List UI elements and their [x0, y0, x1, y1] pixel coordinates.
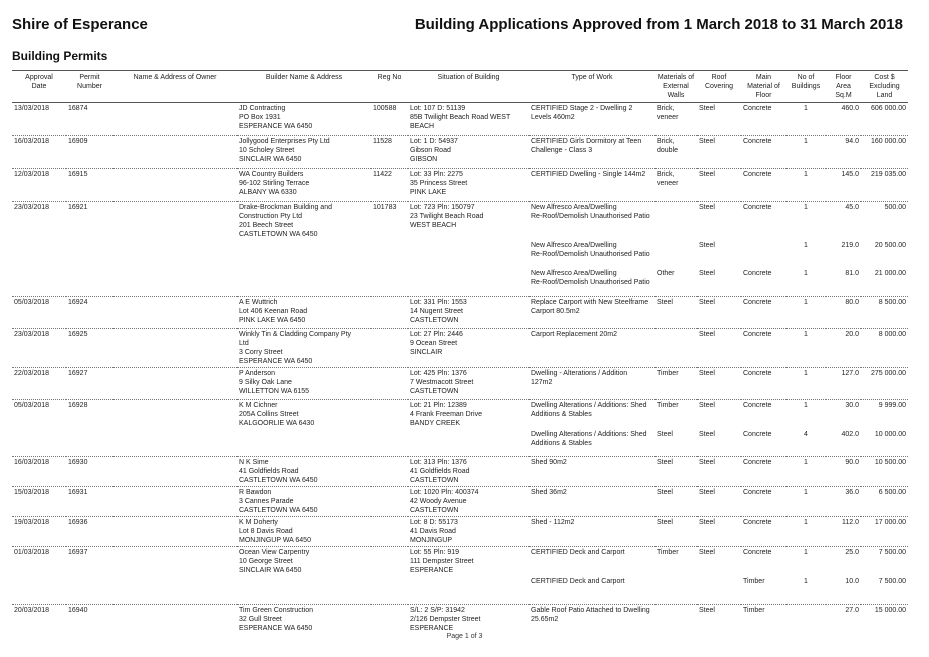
cell-no-buildings: 1	[786, 296, 826, 328]
cell-owner	[113, 457, 237, 487]
table-row	[12, 103, 908, 136]
cell-owner	[113, 547, 237, 577]
cell-no-buildings	[786, 604, 826, 636]
cell-reg-no	[371, 296, 408, 328]
cell-situation: Lot: 331 Pln: 1553 14 Nugent Street CASTLETOWN	[408, 296, 529, 328]
col-approval-date: Approval Date	[12, 71, 66, 103]
col-external-walls: Materials of External Walls	[655, 71, 697, 103]
cell-type-of-work: New Alfresco Area/Dwelling Re-Roof/Demolish Unauthorised Patio	[531, 270, 650, 286]
cell-external-walls: Steel	[657, 430, 673, 438]
cell-approval-date: 15/03/2018	[12, 487, 66, 517]
cell-cost: 160 000.00	[861, 136, 908, 169]
cell-floor-area: 80.0	[826, 296, 861, 328]
cell-floor-material: Concrete	[741, 103, 786, 136]
cell-permit-number: 16925	[66, 328, 113, 367]
cell-owner	[113, 296, 237, 328]
cell-floor-material: Concrete	[741, 487, 786, 517]
cell-external-walls: Timber	[655, 547, 697, 577]
cell-type-of-work: Shed 36m2	[529, 487, 655, 517]
cell-approval-date: 23/03/2018	[12, 328, 66, 367]
cell-no-buildings: 1	[786, 169, 826, 202]
table-row	[12, 517, 908, 547]
cell-no-buildings: 1	[786, 487, 826, 517]
cell-cost: 9 999.00	[861, 399, 908, 429]
col-cost: Cost $ Excluding Land	[861, 71, 908, 103]
cell-situation: Lot: 27 Pln: 2446 9 Ocean Street SINCLAIR	[408, 328, 529, 367]
col-floor-material: Main Material of Floor	[741, 71, 786, 103]
cell-cost: 500.00	[861, 202, 908, 241]
col-no-buildings: No of Buildings	[786, 71, 826, 103]
cell-situation: Lot: 8 D: 55173 41 Davis Road MONJINGUP	[408, 517, 529, 547]
cell-approval-date: 01/03/2018	[12, 547, 66, 577]
cell-builder: Ocean View Carpentry 10 George Street SINCLAIR WA 6450	[237, 547, 371, 577]
cell-floor-material: Concrete	[741, 202, 786, 241]
cell-floor-material: Concrete	[741, 169, 786, 202]
cell-floor-area: 219.0	[841, 242, 859, 249]
cell-external-walls	[655, 240, 697, 268]
cell-permit-number: 16909	[66, 136, 113, 169]
cell-builder: A E Wuttrich Lot 406 Keenan Road PINK LAKE WA 6450	[237, 296, 371, 328]
header-row	[12, 71, 908, 103]
cell-situation: Lot: 723 Pln: 150797 23 Twilight Beach Road WEST BEACH	[408, 202, 529, 241]
cell-roof-covering: Steel	[699, 242, 715, 249]
cell-roof-covering: Steel	[697, 328, 741, 367]
cell-cost: 10 500.00	[861, 457, 908, 487]
report-title: Building Applications Approved from 1 March 2018 to 31 March 2018	[414, 16, 903, 33]
cell-external-walls: Brick, veneer	[655, 103, 697, 136]
cell-cost: 219 035.00	[861, 169, 908, 202]
cell-situation	[408, 429, 529, 457]
col-owner: Name & Address of Owner	[113, 71, 237, 103]
cell-external-walls: Other	[657, 270, 675, 277]
cell-floor-material	[741, 240, 786, 268]
cell-situation: Lot: 1020 Pln: 400374 42 Woody Avenue CASTLETOWN	[408, 487, 529, 517]
col-builder: Builder Name & Address	[237, 71, 371, 103]
cell-owner	[113, 576, 237, 604]
cell-approval-date: 16/03/2018	[12, 136, 66, 169]
permits-table	[12, 70, 908, 636]
cell-type-of-work: Shed 90m2	[529, 457, 655, 487]
cell-floor-material: Concrete	[741, 517, 786, 547]
cell-reg-no	[371, 399, 408, 429]
cell-builder: Drake-Brockman Building and Construction Pty Ltd 201 Beech Street CASTLETOWN WA 6450	[237, 202, 371, 241]
cell-permit-number	[66, 429, 113, 457]
cell-builder: N K Sime 41 Goldfields Road CASTLETOWN WA 6450	[237, 457, 371, 487]
cell-roof-covering: Steel	[697, 399, 741, 429]
cell-external-walls: Timber	[655, 399, 697, 429]
cell-permit-number: 16931	[66, 487, 113, 517]
cell-cost: 6 500.00	[861, 487, 908, 517]
cell-reg-no: 11422	[371, 169, 408, 202]
cell-situation: Lot: 1 D: 54937 Gibson Road GIBSON	[408, 136, 529, 169]
cell-floor-material: Concrete	[743, 430, 772, 438]
cell-floor-area: 81.0	[845, 270, 859, 277]
cell-owner	[113, 517, 237, 547]
cell-floor-area: 27.0	[826, 604, 861, 636]
cell-builder: R Bawdon 3 Cannes Parade CASTLETOWN WA 6450	[237, 487, 371, 517]
cell-roof-covering: Steel	[699, 270, 715, 277]
cell-reg-no: 11528	[371, 136, 408, 169]
cell-no-buildings: 1	[804, 242, 808, 249]
table-row	[12, 547, 908, 577]
cell-cost: 10 000.00	[874, 430, 906, 438]
cell-external-walls	[655, 202, 697, 241]
cell-type-of-work: Shed - 112m2	[529, 517, 655, 547]
cell-no-buildings: 1	[786, 399, 826, 429]
table-row	[12, 268, 908, 296]
cell-type-of-work: Dwelling Alterations / Additions: Shed Additions & Stables	[531, 430, 647, 447]
cell-floor-area: 112.0	[826, 517, 861, 547]
cell-reg-no: 101783	[371, 202, 408, 241]
cell-owner	[113, 240, 237, 268]
cell-approval-date	[12, 240, 66, 268]
cell-floor-material: Concrete	[741, 399, 786, 429]
cell-approval-date: 23/03/2018	[12, 202, 66, 241]
cell-permit-number	[66, 240, 113, 268]
cell-permit-number: 16940	[66, 604, 113, 636]
cell-type-of-work: New Alfresco Area/Dwelling Re-Roof/Demolish Unauthorised Patio	[531, 242, 650, 258]
cell-approval-date: 05/03/2018	[12, 296, 66, 328]
cell-builder	[237, 576, 371, 604]
cell-permit-number: 16936	[66, 517, 113, 547]
cell-approval-date: 05/03/2018	[12, 399, 66, 429]
cell-cost: 20 500.00	[874, 242, 906, 249]
cell-floor-area: 36.0	[826, 487, 861, 517]
cell-roof-covering: Steel	[697, 169, 741, 202]
table-row	[12, 457, 908, 487]
cell-approval-date: 19/03/2018	[12, 517, 66, 547]
table-row	[12, 328, 908, 367]
cell-no-buildings: 1	[804, 578, 808, 585]
cell-builder: Jollygood Enterprises Pty Ltd 10 Scholey Street SINCLAIR WA 6450	[237, 136, 371, 169]
cell-floor-material: Concrete	[741, 547, 786, 577]
cell-no-buildings: 1	[786, 517, 826, 547]
cell-type-of-work: CERTIFIED Deck and Carport	[529, 547, 655, 577]
cell-reg-no	[371, 547, 408, 577]
cell-approval-date: 16/03/2018	[12, 457, 66, 487]
cell-roof-covering: Steel	[697, 202, 741, 241]
cell-roof-covering: Steel	[697, 296, 741, 328]
cell-type-of-work: Dwelling Alterations / Additions: Shed Additions & Stables	[529, 399, 655, 429]
cell-roof-covering: Steel	[697, 604, 741, 636]
cell-reg-no	[371, 576, 408, 604]
cell-cost: 7 500.00	[861, 547, 908, 577]
table-row	[12, 136, 908, 169]
cell-builder: WA Country Builders 96-102 Stirling Terrace ALBANY WA 6330	[237, 169, 371, 202]
cell-permit-number: 16937	[66, 547, 113, 577]
cell-permit-number	[66, 268, 113, 296]
cell-permit-number: 16928	[66, 399, 113, 429]
cell-owner	[113, 103, 237, 136]
cell-cost: 17 000.00	[861, 517, 908, 547]
cell-situation: S/L: 2 S/P: 31942 2/126 Dempster Street ESPERANCE	[408, 604, 529, 636]
cell-roof-covering: Steel	[697, 517, 741, 547]
cell-type-of-work: Gable Roof Patio Attached to Dwelling 25.65m2	[529, 604, 655, 636]
cell-floor-material: Concrete	[741, 367, 786, 399]
cell-external-walls: Steel	[655, 517, 697, 547]
col-type-of-work: Type of Work	[529, 71, 655, 103]
cell-roof-covering: Steel	[697, 103, 741, 136]
table-row	[12, 399, 908, 429]
cell-floor-area: 127.0	[826, 367, 861, 399]
cell-roof-covering: Steel	[697, 487, 741, 517]
cell-situation: Lot: 55 Pln: 919 111 Dempster Street ESPERANCE	[408, 547, 529, 577]
cell-external-walls: Brick, veneer	[655, 169, 697, 202]
cell-builder: JD Contracting PO Box 1931 ESPERANCE WA 6450	[237, 103, 371, 136]
table-row	[12, 367, 908, 399]
cell-situation	[408, 240, 529, 268]
table-row	[12, 296, 908, 328]
cell-cost: 606 000.00	[861, 103, 908, 136]
cell-type-of-work: CERTIFIED Dwelling - Single 144m2	[529, 169, 655, 202]
cell-floor-material: Timber	[741, 604, 786, 636]
cell-reg-no	[371, 367, 408, 399]
cell-owner	[113, 604, 237, 636]
cell-roof-covering: Steel	[697, 367, 741, 399]
cell-type-of-work: Carport Replacement 20m2	[529, 328, 655, 367]
cell-situation: Lot: 21 Pln: 12389 4 Frank Freeman Drive BANDY CREEK	[408, 399, 529, 429]
cell-roof-covering: Steel	[697, 457, 741, 487]
col-reg-no: Reg No	[371, 71, 408, 103]
cell-roof-covering: Steel	[697, 136, 741, 169]
cell-owner	[113, 136, 237, 169]
cell-owner	[113, 202, 237, 241]
cell-no-buildings: 1	[786, 547, 826, 577]
cell-builder: K M Cichner 205A Collins Street KALGOORLIE WA 6430	[237, 399, 371, 429]
shire-name: Shire of Esperance	[12, 16, 148, 33]
cell-builder	[237, 268, 371, 296]
cell-situation	[408, 268, 529, 296]
cell-external-walls: Steel	[655, 296, 697, 328]
cell-builder: Winkly Tin & Cladding Company Pty Ltd 3 Corry Street ESPERANCE WA 6450	[237, 328, 371, 367]
cell-type-of-work: CERTIFIED Stage 2 - Dwelling 2 Levels 460m2	[529, 103, 655, 136]
cell-floor-area: 45.0	[826, 202, 861, 241]
cell-floor-material: Concrete	[741, 457, 786, 487]
cell-roof-covering	[697, 576, 741, 604]
cell-builder: K M Doherty Lot 8 Davis Road MONJINGUP WA 6450	[237, 517, 371, 547]
cell-builder	[237, 429, 371, 457]
col-situation: Situation of Building	[408, 71, 529, 103]
cell-external-walls: Brick, double	[655, 136, 697, 169]
cell-permit-number: 16921	[66, 202, 113, 241]
cell-owner	[113, 367, 237, 399]
cell-builder: Tim Green Construction 32 Gull Street ESPERANCE WA 6450	[237, 604, 371, 636]
cell-external-walls: Steel	[655, 457, 697, 487]
cell-roof-covering: Steel	[697, 547, 741, 577]
cell-permit-number: 16927	[66, 367, 113, 399]
cell-reg-no	[371, 517, 408, 547]
cell-reg-no	[371, 604, 408, 636]
cell-approval-date	[12, 268, 66, 296]
cell-type-of-work: CERTIFIED Girls Dormitory at Teen Challenge - Class 3	[529, 136, 655, 169]
section-title: Building Permits	[12, 49, 108, 63]
cell-owner	[113, 429, 237, 457]
cell-floor-area: 460.0	[826, 103, 861, 136]
col-roof-covering: Roof Covering	[697, 71, 741, 103]
cell-no-buildings: 1	[786, 328, 826, 367]
cell-cost: 7 500.00	[878, 578, 906, 585]
table-row	[12, 429, 908, 457]
cell-floor-area: 90.0	[826, 457, 861, 487]
cell-external-walls	[655, 576, 697, 604]
cell-external-walls: Steel	[655, 487, 697, 517]
cell-floor-area: 94.0	[826, 136, 861, 169]
cell-permit-number	[66, 576, 113, 604]
cell-no-buildings: 1	[786, 457, 826, 487]
cell-builder: P Anderson 9 Silky Oak Lane WILLETTON WA 6155	[237, 367, 371, 399]
cell-builder	[237, 240, 371, 268]
cell-reg-no	[371, 429, 408, 457]
cell-situation: Lot: 33 Pln: 2275 35 Princess Street PINK LAKE	[408, 169, 529, 202]
cell-external-walls	[655, 328, 697, 367]
cell-type-of-work: New Alfresco Area/Dwelling Re-Roof/Demolish Unauthorised Patio	[529, 202, 655, 241]
cell-floor-material: Concrete	[741, 328, 786, 367]
table-row	[12, 202, 908, 241]
cell-cost: 8 000.00	[861, 328, 908, 367]
col-permit-number: Permit Number	[66, 71, 113, 103]
cell-approval-date	[12, 576, 66, 604]
cell-no-buildings: 1	[804, 270, 808, 277]
cell-permit-number: 16915	[66, 169, 113, 202]
cell-floor-material: Concrete	[741, 136, 786, 169]
cell-situation: Lot: 425 Pln: 1376 7 Westmacott Street CASTLETOWN	[408, 367, 529, 399]
cell-permit-number: 16924	[66, 296, 113, 328]
cell-cost: 15 000.00	[861, 604, 908, 636]
cell-type-of-work: Dwelling - Alterations / Addition 127m2	[529, 367, 655, 399]
table-row	[12, 576, 908, 604]
cell-permit-number: 16930	[66, 457, 113, 487]
cell-reg-no	[371, 240, 408, 268]
cell-roof-covering: Steel	[699, 430, 715, 438]
cell-external-walls	[655, 604, 697, 636]
cell-floor-area: 10.0	[845, 578, 859, 585]
table-row	[12, 487, 908, 517]
col-floor-area: Floor Area Sq.M	[826, 71, 861, 103]
cell-permit-number: 16874	[66, 103, 113, 136]
cell-cost: 21 000.00	[874, 270, 906, 277]
cell-no-buildings: 1	[786, 103, 826, 136]
cell-owner	[113, 399, 237, 429]
cell-approval-date: 22/03/2018	[12, 367, 66, 399]
cell-no-buildings: 1	[786, 136, 826, 169]
cell-owner	[113, 487, 237, 517]
cell-type-of-work: CERTIFIED Deck and Carport	[531, 578, 625, 585]
cell-owner	[113, 328, 237, 367]
cell-floor-material: Timber	[743, 578, 765, 585]
cell-situation	[408, 576, 529, 604]
cell-reg-no	[371, 328, 408, 367]
cell-type-of-work: Replace Carport with New Steelframe Carport 80.5m2	[529, 296, 655, 328]
cell-cost: 8 500.00	[861, 296, 908, 328]
cell-reg-no	[371, 268, 408, 296]
cell-floor-material: Concrete	[743, 270, 772, 277]
cell-external-walls: Timber	[655, 367, 697, 399]
cell-floor-area: 30.0	[826, 399, 861, 429]
page-footer: Page 1 of 3	[446, 633, 483, 640]
cell-owner	[113, 169, 237, 202]
cell-approval-date: 13/03/2018	[12, 103, 66, 136]
cell-floor-area: 20.0	[826, 328, 861, 367]
cell-floor-area: 402.0	[841, 430, 859, 438]
table-row	[12, 604, 908, 636]
cell-reg-no	[371, 457, 408, 487]
cell-floor-material: Concrete	[741, 296, 786, 328]
cell-no-buildings: 1	[786, 367, 826, 399]
cell-owner	[113, 268, 237, 296]
cell-approval-date: 20/03/2018	[12, 604, 66, 636]
cell-reg-no: 100588	[371, 103, 408, 136]
table-row	[12, 169, 908, 202]
cell-situation: Lot: 313 Pln: 1376 41 Goldfields Road CASTLETOWN	[408, 457, 529, 487]
cell-approval-date: 12/03/2018	[12, 169, 66, 202]
cell-reg-no	[371, 487, 408, 517]
cell-no-buildings: 1	[786, 202, 826, 241]
cell-approval-date	[12, 429, 66, 457]
cell-no-buildings: 4	[804, 430, 808, 438]
cell-floor-area: 25.0	[826, 547, 861, 577]
cell-situation: Lot: 107 D: 51139 85B Twilight Beach Road WEST BEACH	[408, 103, 529, 136]
table-row	[12, 240, 908, 268]
cell-cost: 275 000.00	[861, 367, 908, 399]
cell-floor-area: 145.0	[826, 169, 861, 202]
